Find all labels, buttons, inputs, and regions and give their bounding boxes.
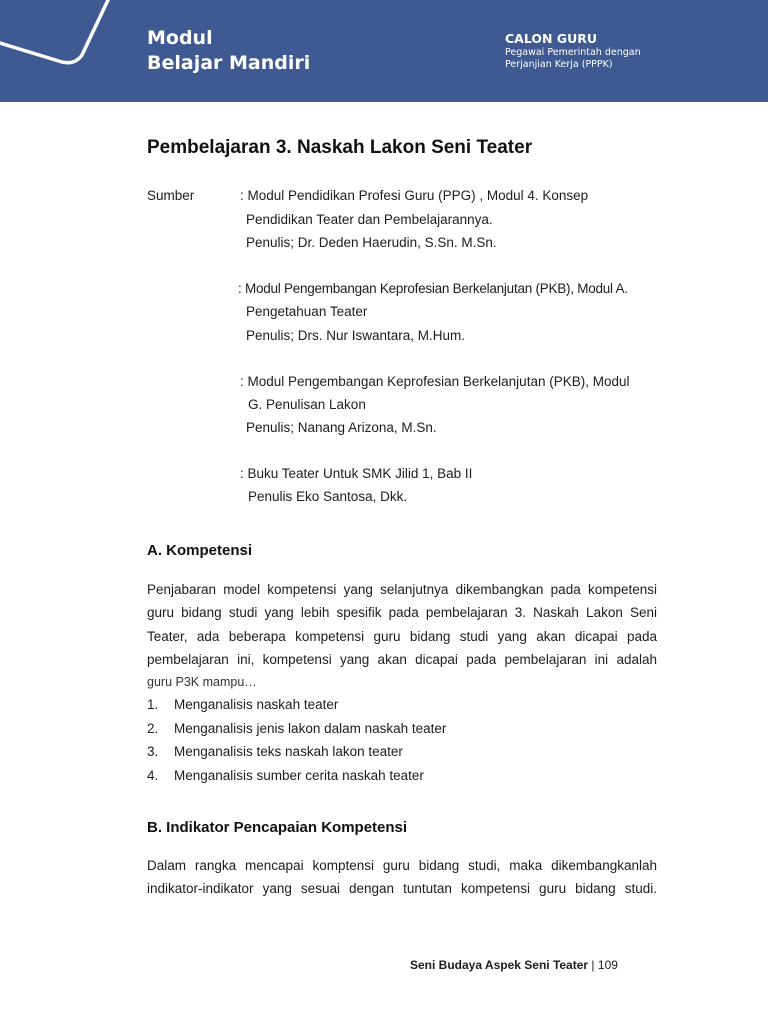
section-a-paragraph-line-5: guru P3K mampu… bbox=[147, 675, 257, 690]
section-a-heading: A. Kompetensi bbox=[147, 542, 253, 559]
list-item-number: 3. bbox=[147, 744, 159, 759]
section-a-paragraph-line-3: Teater, ada beberapa kompetensi guru bidang studi yang akan dicapai pada bbox=[147, 628, 657, 644]
calon-guru-block bbox=[505, 31, 641, 71]
brand-title bbox=[147, 26, 310, 76]
section-b-paragraph bbox=[147, 854, 657, 901]
list-item-text: Menganalisis jenis lakon dalam naskah teater bbox=[174, 720, 447, 736]
page-title: Pembelajaran 3. Naskah Lakon Seni Teater bbox=[147, 137, 533, 158]
list-item-number: 2. bbox=[147, 720, 159, 736]
list-item-text: Menganalisis sumber cerita naskah teater bbox=[174, 767, 424, 783]
source-3-line-1: : Modul Pengembangan Keprofesian Berkelanjutan (PKB), Modul bbox=[240, 374, 630, 389]
section-b-heading: B. Indikator Pencapaian Kompetensi bbox=[147, 819, 408, 836]
calon-guru-subtitle-1: Pegawai Pemerintah dengan bbox=[505, 47, 641, 58]
list-item-number: 1. bbox=[147, 697, 159, 712]
source-1-line-1: : Modul Pendidikan Profesi Guru (PPG) , Modul 4. Konsep bbox=[240, 188, 589, 203]
section-b-paragraph-line-1: Dalam rangka mencapai komptensi guru bidang studi, maka dikembangkanlah bbox=[147, 858, 657, 873]
section-a-paragraph-line-2: guru bidang studi yang lebih spesifik pada pembelajaran 3. Naskah Lakon Seni bbox=[147, 605, 657, 621]
section-b-paragraph-line-2: indikator-indikator yang sesuai dengan tuntutan kompetensi guru bidang studi. bbox=[147, 881, 657, 897]
calon-guru-title: CALON GURU bbox=[505, 31, 597, 46]
source-1-line-2: Pendidikan Teater dan Pembelajarannya. bbox=[246, 212, 493, 227]
section-a-paragraph-line-4: pembelajaran ini, kompetensi yang akan dicapai pada pembelajaran ini adalah bbox=[147, 651, 657, 667]
list-item-text: Menganalisis naskah teater bbox=[174, 697, 339, 712]
calon-guru-subtitle-2: Perjanjian Kerja (PPPK) bbox=[505, 59, 613, 70]
footer-book-title: Seni Budaya Aspek Seni Teater bbox=[410, 958, 589, 972]
list-item-number: 4. bbox=[147, 767, 159, 783]
page-number: 109 bbox=[597, 958, 618, 972]
footer-separator: | bbox=[591, 958, 595, 972]
section-a-paragraph-line-1: Penjabaran model kompetensi yang selanjutnya dikembangkan pada kompetensi bbox=[147, 582, 657, 597]
header-decoration-shape bbox=[0, 0, 130, 102]
source-2-line-2: Pengetahuan Teater bbox=[246, 304, 368, 319]
source-4-author: Penulis Eko Santosa, Dkk. bbox=[248, 489, 408, 504]
module-header-banner bbox=[0, 0, 768, 102]
list-item bbox=[147, 740, 446, 764]
competency-list bbox=[147, 693, 446, 787]
brand-line-2: Belajar Mandiri bbox=[147, 52, 311, 74]
source-3-author: Penulis; Nanang Arizona, M.Sn. bbox=[246, 420, 437, 435]
brand-line-1: Modul bbox=[147, 27, 213, 49]
source-3-line-2: G. Penulisan Lakon bbox=[248, 397, 366, 412]
source-2-line-1: : Modul Pengembangan Keprofesian Berkelanjutan (PKB), Modul A. bbox=[238, 281, 628, 296]
source-4-line-1: : Buku Teater Untuk SMK Jilid 1, Bab II bbox=[240, 466, 473, 481]
section-a-paragraph bbox=[147, 578, 657, 694]
page-footer bbox=[410, 958, 618, 972]
source-1-author: Penulis; Dr. Deden Haerudin, S.Sn. M.Sn. bbox=[246, 235, 497, 250]
sources-label: Sumber bbox=[147, 188, 195, 203]
list-item bbox=[147, 717, 446, 741]
list-item bbox=[147, 764, 446, 788]
list-item-text: Menganalisis teks naskah lakon teater bbox=[174, 744, 403, 759]
source-2-author: Penulis; Drs. Nur Iswantara, M.Hum. bbox=[246, 328, 466, 343]
list-item bbox=[147, 693, 446, 717]
